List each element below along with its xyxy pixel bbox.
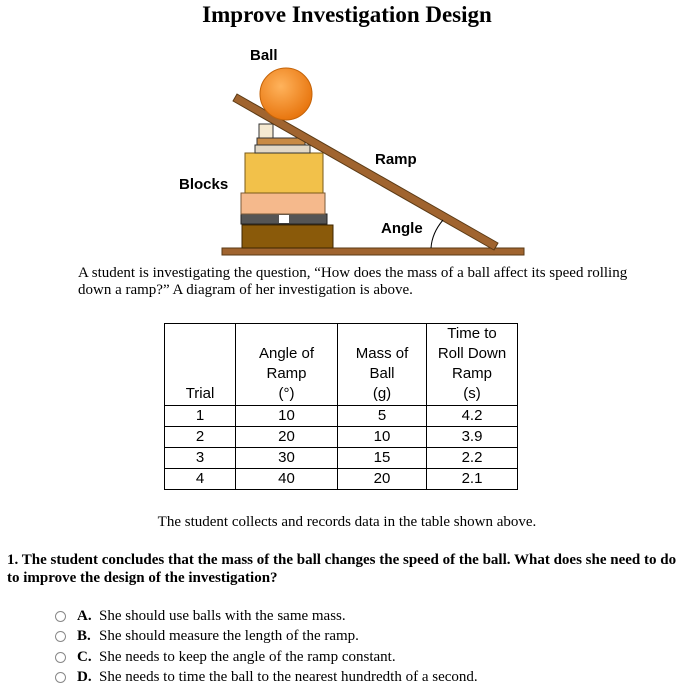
- intro-text: A student is investigating the question, “How does the mass of a ball affect its speed rolling down a ramp?” A diagram of her investigation is above.: [78, 265, 628, 298]
- cell-trial: 3: [165, 448, 236, 469]
- header-line: (°): [278, 385, 295, 402]
- header-trial: [165, 324, 236, 406]
- option-text: She needs to time the ball to the nearest hundredth of a second.: [99, 668, 478, 685]
- option-letter: D.: [77, 668, 92, 685]
- cell-angle: 30: [236, 448, 338, 469]
- data-table: [164, 323, 518, 490]
- table-row: [165, 448, 518, 469]
- block-yellow: [245, 153, 323, 193]
- ramp-diagram: [0, 0, 694, 262]
- header-line: Mass of: [355, 345, 409, 362]
- table-row: [165, 427, 518, 448]
- header-line: Angle of: [258, 345, 315, 362]
- option-text: She should use balls with the same mass.: [99, 607, 346, 624]
- cell-mass: 20: [338, 469, 427, 490]
- header-line: Trial: [185, 385, 215, 402]
- angle-arc: [431, 220, 443, 248]
- cell-trial: 2: [165, 427, 236, 448]
- question-text: 1. The student concludes that the mass of the ball changes the speed of the ball. What does she need to do to improve the design of the investigation?: [7, 552, 677, 586]
- cell-trial: 4: [165, 469, 236, 490]
- cell-time: 3.9: [427, 427, 518, 448]
- page-title: Improve Investigation Design: [202, 2, 492, 27]
- cell-time: 4.2: [427, 406, 518, 427]
- header-angle: [236, 324, 338, 406]
- option-d[interactable]: [55, 668, 478, 686]
- cell-mass: 10: [338, 427, 427, 448]
- cell-angle: 20: [236, 427, 338, 448]
- header-line: Time to: [447, 325, 497, 342]
- ball-label: Ball: [250, 47, 278, 64]
- option-text: She needs to keep the angle of the ramp constant.: [99, 648, 396, 665]
- header-line: Roll Down: [437, 345, 507, 362]
- block-bottom: [242, 225, 333, 248]
- header-line: (s): [463, 385, 481, 402]
- header-mass: [338, 324, 427, 406]
- cell-angle: 40: [236, 469, 338, 490]
- option-b[interactable]: [55, 627, 359, 645]
- block-thin-gap: [279, 215, 289, 223]
- cell-trial: 1: [165, 406, 236, 427]
- cell-time: 2.1: [427, 469, 518, 490]
- option-letter: B.: [77, 627, 91, 644]
- header-line: Ball: [369, 365, 395, 382]
- cell-angle: 10: [236, 406, 338, 427]
- block-small-1: [255, 145, 310, 153]
- header-line: (g): [372, 385, 392, 402]
- radio-d[interactable]: [55, 672, 66, 683]
- radio-a[interactable]: [55, 611, 66, 622]
- header-time: [427, 324, 518, 406]
- option-letter: C.: [77, 648, 92, 665]
- angle-label: Angle: [381, 220, 423, 237]
- ramp-label: Ramp: [375, 151, 417, 168]
- option-a[interactable]: [55, 607, 346, 625]
- table-row: [165, 406, 518, 427]
- block-peach: [241, 193, 325, 214]
- option-letter: A.: [77, 607, 92, 624]
- header-line: Ramp: [266, 365, 307, 382]
- option-c[interactable]: [55, 648, 396, 666]
- blocks-label: Blocks: [179, 176, 229, 193]
- ball: [260, 68, 312, 120]
- base-plank: [222, 248, 524, 255]
- cell-mass: 5: [338, 406, 427, 427]
- block-small-3: [259, 124, 273, 138]
- header-line: Ramp: [451, 365, 492, 382]
- radio-b[interactable]: [55, 631, 66, 642]
- table-row: [165, 469, 518, 490]
- table-header-row: [165, 324, 518, 406]
- radio-c[interactable]: [55, 652, 66, 663]
- block-small-2: [257, 138, 305, 145]
- cell-mass: 15: [338, 448, 427, 469]
- option-text: She should measure the length of the ramp.: [99, 627, 359, 644]
- table-caption: The student collects and records data in the table shown above.: [157, 514, 537, 530]
- cell-time: 2.2: [427, 448, 518, 469]
